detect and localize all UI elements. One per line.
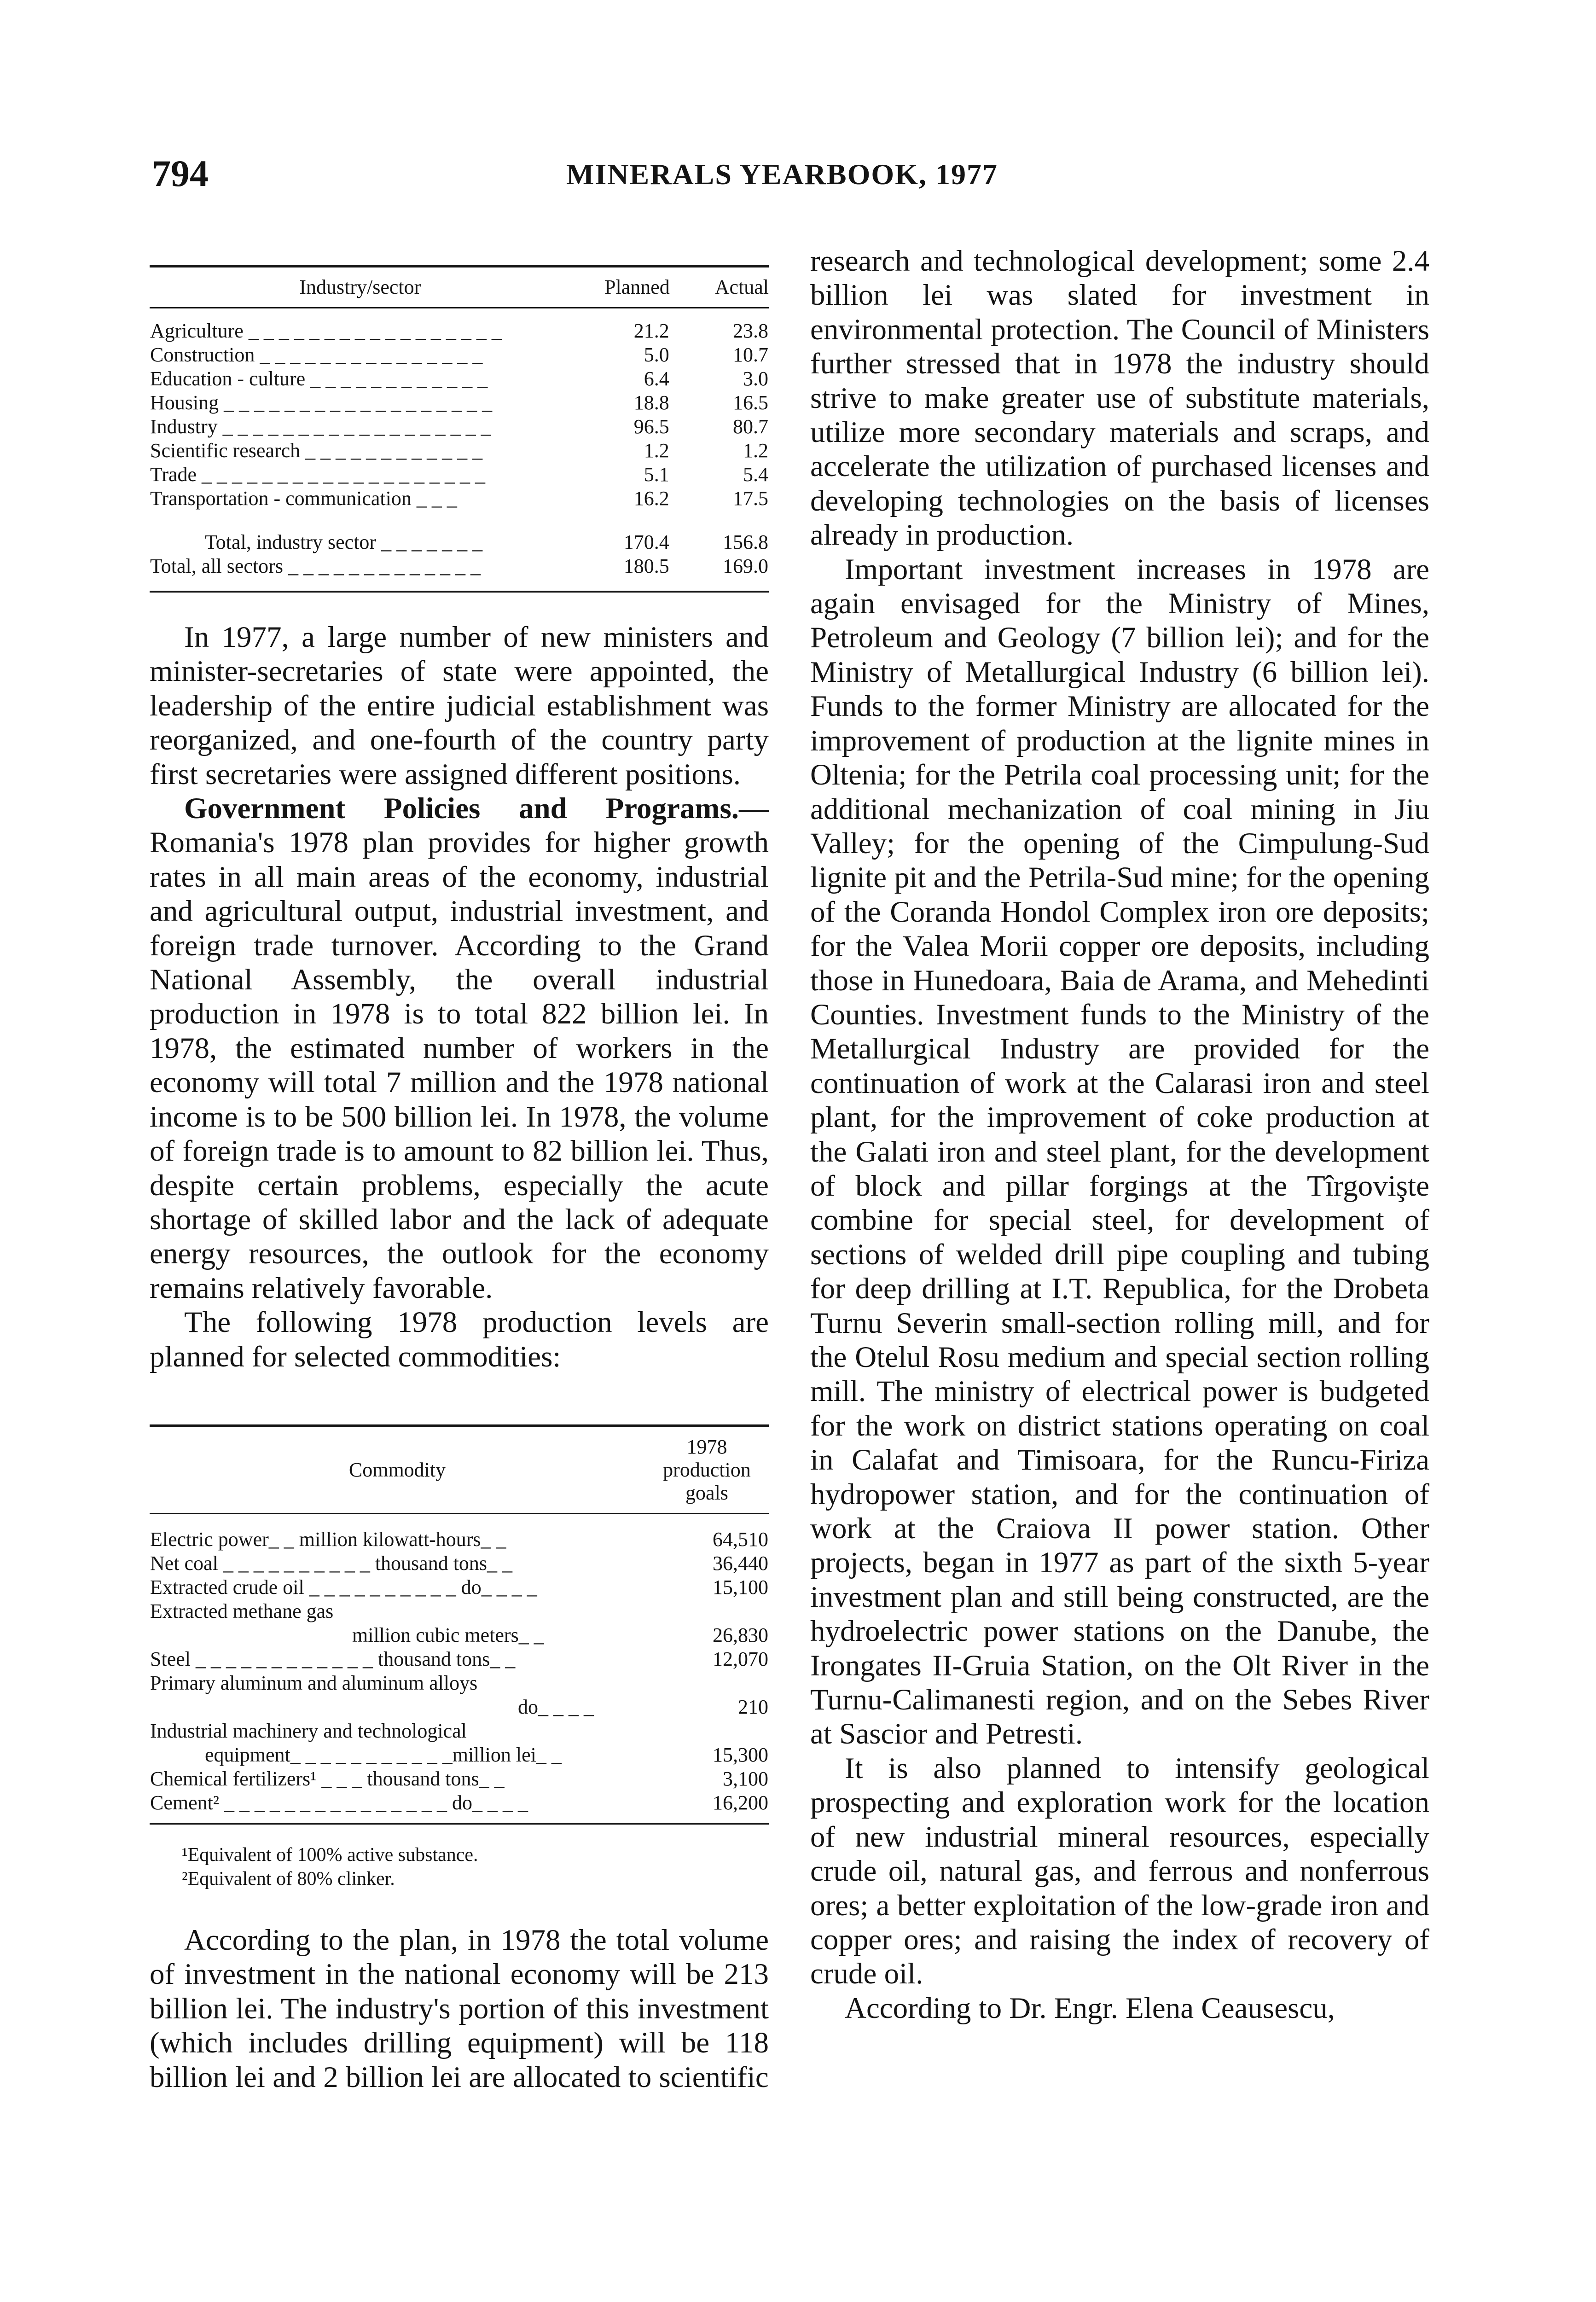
col-header-commodity: Commodity bbox=[348, 1458, 446, 1481]
actual-value: 80.7 bbox=[733, 415, 768, 438]
col-header-goals bbox=[645, 1426, 769, 1514]
planned-value: 18.8 bbox=[633, 391, 669, 414]
sector-label: Trade bbox=[150, 463, 197, 486]
footnote: ¹Equivalent of 100% active substance. bbox=[182, 1844, 478, 1866]
sector-label: Industry bbox=[150, 415, 218, 438]
actual-value: 5.4 bbox=[743, 463, 768, 486]
planned-value: 16.2 bbox=[633, 487, 669, 510]
sector-label: Housing bbox=[150, 391, 219, 414]
actual-value: 23.8 bbox=[733, 320, 768, 342]
actual-value: 10.7 bbox=[733, 343, 768, 366]
col-header-sector: Industry/sector bbox=[299, 276, 421, 298]
goal-value: 64,510 bbox=[713, 1528, 768, 1551]
table-row bbox=[150, 367, 769, 391]
body-paragraph bbox=[150, 791, 769, 1305]
sector-label: Agriculture bbox=[150, 320, 244, 342]
commodity-label: Electric power_ _ million kilowatt-hours_ _ bbox=[150, 1528, 506, 1551]
goal-value: 12,070 bbox=[713, 1647, 768, 1670]
goal-value: 15,100 bbox=[713, 1575, 768, 1599]
commodity-label: Net coal _ _ _ _ _ _ _ _ _ _ thousand tons_ _ bbox=[150, 1552, 513, 1575]
leader-dots: _ _ _ _ _ _ _ _ _ _ _ _ bbox=[300, 439, 483, 462]
leader-dots: _ _ _ _ _ _ _ _ _ _ _ _ _ _ _ _ _ _ bbox=[219, 391, 493, 414]
sector-cell bbox=[150, 511, 571, 554]
table-row bbox=[150, 1623, 769, 1647]
table-row bbox=[150, 1743, 769, 1767]
goal-value bbox=[645, 1671, 769, 1695]
body-paragraph bbox=[810, 244, 1429, 552]
leader-dots: _ _ _ _ _ _ _ _ _ _ _ _ _ _ _ _ _ bbox=[243, 320, 502, 342]
paragraph-text: In 1977, a large number of new ministers and minister-secretaries of state were appointed, the leadership of the entire judicial establishment was reorganized, and one-fourth of the country party first secretaries were assigned different positions. bbox=[150, 621, 769, 791]
goal-value: 16,200 bbox=[713, 1791, 768, 1814]
sector-cell bbox=[150, 439, 571, 463]
commodity-label: Chemical fertilizers¹ _ _ _ thousand tons_ _ bbox=[150, 1767, 505, 1790]
table-row bbox=[150, 439, 769, 463]
sector-label: Scientific research bbox=[150, 439, 301, 462]
total-row bbox=[150, 554, 769, 591]
commodity-label: do_ _ _ _ bbox=[518, 1695, 594, 1718]
goal-value: 210 bbox=[738, 1695, 768, 1718]
leader-dots: _ _ _ bbox=[411, 487, 457, 510]
total-row bbox=[150, 511, 769, 554]
table-row bbox=[150, 391, 769, 415]
investment-table-totals bbox=[150, 511, 769, 591]
commodity-label: Steel _ _ _ _ _ _ _ _ _ _ _ _ thousand tons_ _ bbox=[150, 1647, 516, 1670]
page-header bbox=[152, 152, 1422, 203]
leader-dots: _ _ _ _ _ _ _ _ _ _ _ _ _ _ _ _ _ _ _ bbox=[197, 463, 486, 486]
sector-cell bbox=[150, 487, 571, 511]
leader-dots: _ _ _ _ _ _ _ _ _ _ _ _ _ _ _ bbox=[255, 343, 483, 366]
actual-value: 1.2 bbox=[743, 439, 768, 462]
table-row bbox=[150, 1671, 769, 1695]
planned-value: 6.4 bbox=[644, 367, 669, 390]
section-heading: Government Policies and Programs.— bbox=[184, 792, 769, 825]
commodity-label: Extracted methane gas bbox=[150, 1599, 334, 1622]
table-row bbox=[150, 1599, 769, 1623]
sector-cell bbox=[150, 554, 571, 591]
table-row bbox=[150, 463, 769, 487]
total-label: Total, all sectors bbox=[150, 555, 283, 577]
body-paragraph bbox=[810, 552, 1429, 1751]
investment-table bbox=[150, 265, 769, 591]
table-row bbox=[150, 343, 769, 367]
goal-header-line: goals bbox=[685, 1481, 728, 1504]
page-number: 794 bbox=[152, 152, 209, 194]
table-bottom-rule bbox=[150, 591, 769, 620]
production-table bbox=[150, 1424, 769, 1825]
goal-header-line: production bbox=[663, 1458, 751, 1481]
table-row bbox=[150, 415, 769, 439]
paragraph-text: research and technological development; some 2.4 billion lei was slated for investment in environmental protection. The Council of Ministers further stressed that in 1978 the industry should strive to make greater use of substitute materials, utilize more secondary materials and scraps, and accelerate the utilization of purchased licenses and developing technologies on the basis of licenses already in production. bbox=[810, 244, 1429, 552]
paragraph-text: Romania's 1978 plan provides for higher growth rates in all main areas of the economy, industrial and agricultural output, industrial investment, and foreign trade turnover. According to the Grand National Assembly, the overall industrial production in 1978 is to total 822 billion lei. In 1978, the estimated number of workers in the economy will total 7 million and the 1978 national income is to be 500 billion lei. In 1978, the volume of foreign trade is to amount to 82 billion lei. Thus, despite certain problems, especially the acute shortage of skilled labor and the lack of adequate energy resources, the outlook for the economy remains relatively favorable. bbox=[150, 826, 769, 1305]
running-title: MINERALS YEARBOOK, 1977 bbox=[566, 158, 998, 191]
table-row bbox=[150, 308, 769, 343]
actual-value: 169.0 bbox=[723, 555, 768, 577]
body-paragraph bbox=[150, 620, 769, 791]
sector-cell bbox=[150, 308, 571, 343]
actual-value: 156.8 bbox=[723, 531, 768, 553]
sector-cell bbox=[150, 415, 571, 439]
table-row bbox=[150, 1791, 769, 1824]
commodity-label: equipment_ _ _ _ _ _ _ _ _ _ _million lei_ _ bbox=[205, 1743, 562, 1766]
leader-dots: _ _ _ _ _ _ _ _ _ _ _ _ bbox=[305, 367, 488, 390]
table-row bbox=[150, 1695, 769, 1719]
table-row bbox=[150, 1575, 769, 1599]
planned-value: 5.1 bbox=[644, 463, 669, 486]
production-table-body bbox=[150, 1513, 769, 1824]
sector-cell bbox=[150, 391, 571, 415]
table-row bbox=[150, 1719, 769, 1743]
goal-header-line: 1978 bbox=[686, 1435, 727, 1458]
planned-value: 1.2 bbox=[644, 439, 669, 462]
commodity-label: million cubic meters_ _ bbox=[352, 1623, 544, 1646]
paragraph-text: According to Dr. Engr. Elena Ceausescu, bbox=[845, 1991, 1335, 2025]
sector-cell bbox=[150, 343, 571, 367]
total-label: Total, industry sector bbox=[205, 531, 377, 553]
body-paragraph bbox=[810, 1991, 1429, 2025]
goal-value: 3,100 bbox=[723, 1767, 768, 1790]
body-paragraph bbox=[810, 1751, 1429, 1991]
actual-value: 3.0 bbox=[743, 367, 768, 390]
goal-value: 15,300 bbox=[713, 1743, 768, 1766]
sector-cell bbox=[150, 463, 571, 487]
planned-value: 5.0 bbox=[644, 343, 669, 366]
paragraph-text: According to the plan, in 1978 the total volume of investment in the national economy will be 213 billion lei. The industry's portion of this investment (which includes drilling equipment) will be 118 billion lei and 2 billion lei are allocated to scientific bbox=[150, 1923, 769, 2094]
footnotes bbox=[150, 1843, 769, 1891]
table-row bbox=[150, 1647, 769, 1671]
commodity-label: Extracted crude oil _ _ _ _ _ _ _ _ _ _ do_ _ _ _ bbox=[150, 1575, 537, 1599]
goal-value: 36,440 bbox=[713, 1552, 768, 1575]
col-header-planned: Planned bbox=[604, 276, 670, 298]
planned-value: 180.5 bbox=[623, 555, 669, 577]
table-row bbox=[150, 1767, 769, 1791]
goal-value bbox=[645, 1599, 769, 1623]
col-header-actual: Actual bbox=[714, 276, 769, 298]
planned-value: 170.4 bbox=[623, 531, 669, 553]
left-column bbox=[150, 244, 769, 2094]
paragraph-text: The following 1978 production levels are planned for selected commodities: bbox=[150, 1306, 769, 1373]
goal-value bbox=[645, 1719, 769, 1743]
goal-value: 26,830 bbox=[713, 1623, 768, 1646]
planned-value: 96.5 bbox=[633, 415, 669, 438]
commodity-label: Cement² _ _ _ _ _ _ _ _ _ _ _ _ _ _ _ do_ _ _ _ bbox=[150, 1791, 528, 1814]
leader-dots: _ _ _ _ _ _ _ _ _ _ _ _ _ _ _ _ _ _ bbox=[217, 415, 491, 438]
leader-dots: _ _ _ _ _ _ _ _ _ _ _ _ _ bbox=[283, 555, 481, 577]
table-row bbox=[150, 1552, 769, 1575]
body-paragraph bbox=[150, 1305, 769, 1374]
sector-label: Construction bbox=[150, 343, 255, 366]
investment-table-body bbox=[150, 308, 769, 511]
right-column bbox=[810, 244, 1429, 2025]
leader-dots: _ _ _ _ _ _ _ bbox=[376, 531, 483, 553]
paragraph-text: It is also planned to intensify geological prospecting and exploration work for the location of new industrial mineral resources, especially crude oil, natural gas, and ferrous and nonferrous ores; a better exploitation of the low-grade iron and copper ores; and raising the index of recovery of crude oil. bbox=[810, 1751, 1429, 1991]
table-row bbox=[150, 487, 769, 511]
actual-value: 16.5 bbox=[733, 391, 768, 414]
footnote: ²Equivalent of 80% clinker. bbox=[182, 1868, 395, 1889]
commodity-label: Primary aluminum and aluminum alloys bbox=[150, 1671, 478, 1694]
paragraph-text: Important investment increases in 1978 are again envisaged for the Ministry of Mines, Petroleum and Geology (7 billion lei); and for the Ministry of Metallurgical Industry (6 billion lei). Funds to the former Ministry are allocated for the improvement of production at the lignite mines in Oltenia; for the Petrila coal processing unit; for the additional mechanization of coal mining in Jiu Valley; for the opening of the Cimpulung-Sud lignite pit and the Petrila-Sud mine; for the opening of the Coranda Hondol Complex iron ore deposits; for the Valea Morii copper ore deposits, including those in Hunedoara, Baia de Arama, and Mehedinti Counties. Investment funds to the Ministry of the Metallurgical Industry are provided for the continuation of work at the Calarasi iron and steel plant, for the improvement of coke production at the Galati iron and steel plant, for the development of block and pillar forgings at the Tîrgovişte combine for special steel, for development of sections of welded drill pipe coupling and tubing for deep drilling at I.T. Republica, for the Drobeta Turnu Severin small-section rolling mill, and for the Otelul Rosu medium and special section rolling mill. The ministry of electrical power is budgeted for the work on district stations operating on coal in Calafat and Timisoara, for the Runcu-Firiza hydropower station, and for the continuation of work at the Craiova II power station. Other projects, began in 1977 as part of the sixth 5-year investment plan and still being constructed, are the hydroelectric power stations on the Danube, the Irongates II-Gruia Station, on the Olt River in the Turnu-Calimanesti region, and on the Sebes River at Sascior and Petresti. bbox=[810, 552, 1429, 1751]
sector-label: Education - culture bbox=[150, 367, 306, 390]
planned-value: 21.2 bbox=[633, 320, 669, 342]
sector-cell bbox=[150, 367, 571, 391]
body-paragraph bbox=[150, 1923, 769, 2094]
commodity-label: Industrial machinery and technological bbox=[150, 1719, 467, 1742]
sector-label: Transportation - communication bbox=[150, 487, 412, 510]
table-row bbox=[150, 1513, 769, 1552]
actual-value: 17.5 bbox=[733, 487, 768, 510]
